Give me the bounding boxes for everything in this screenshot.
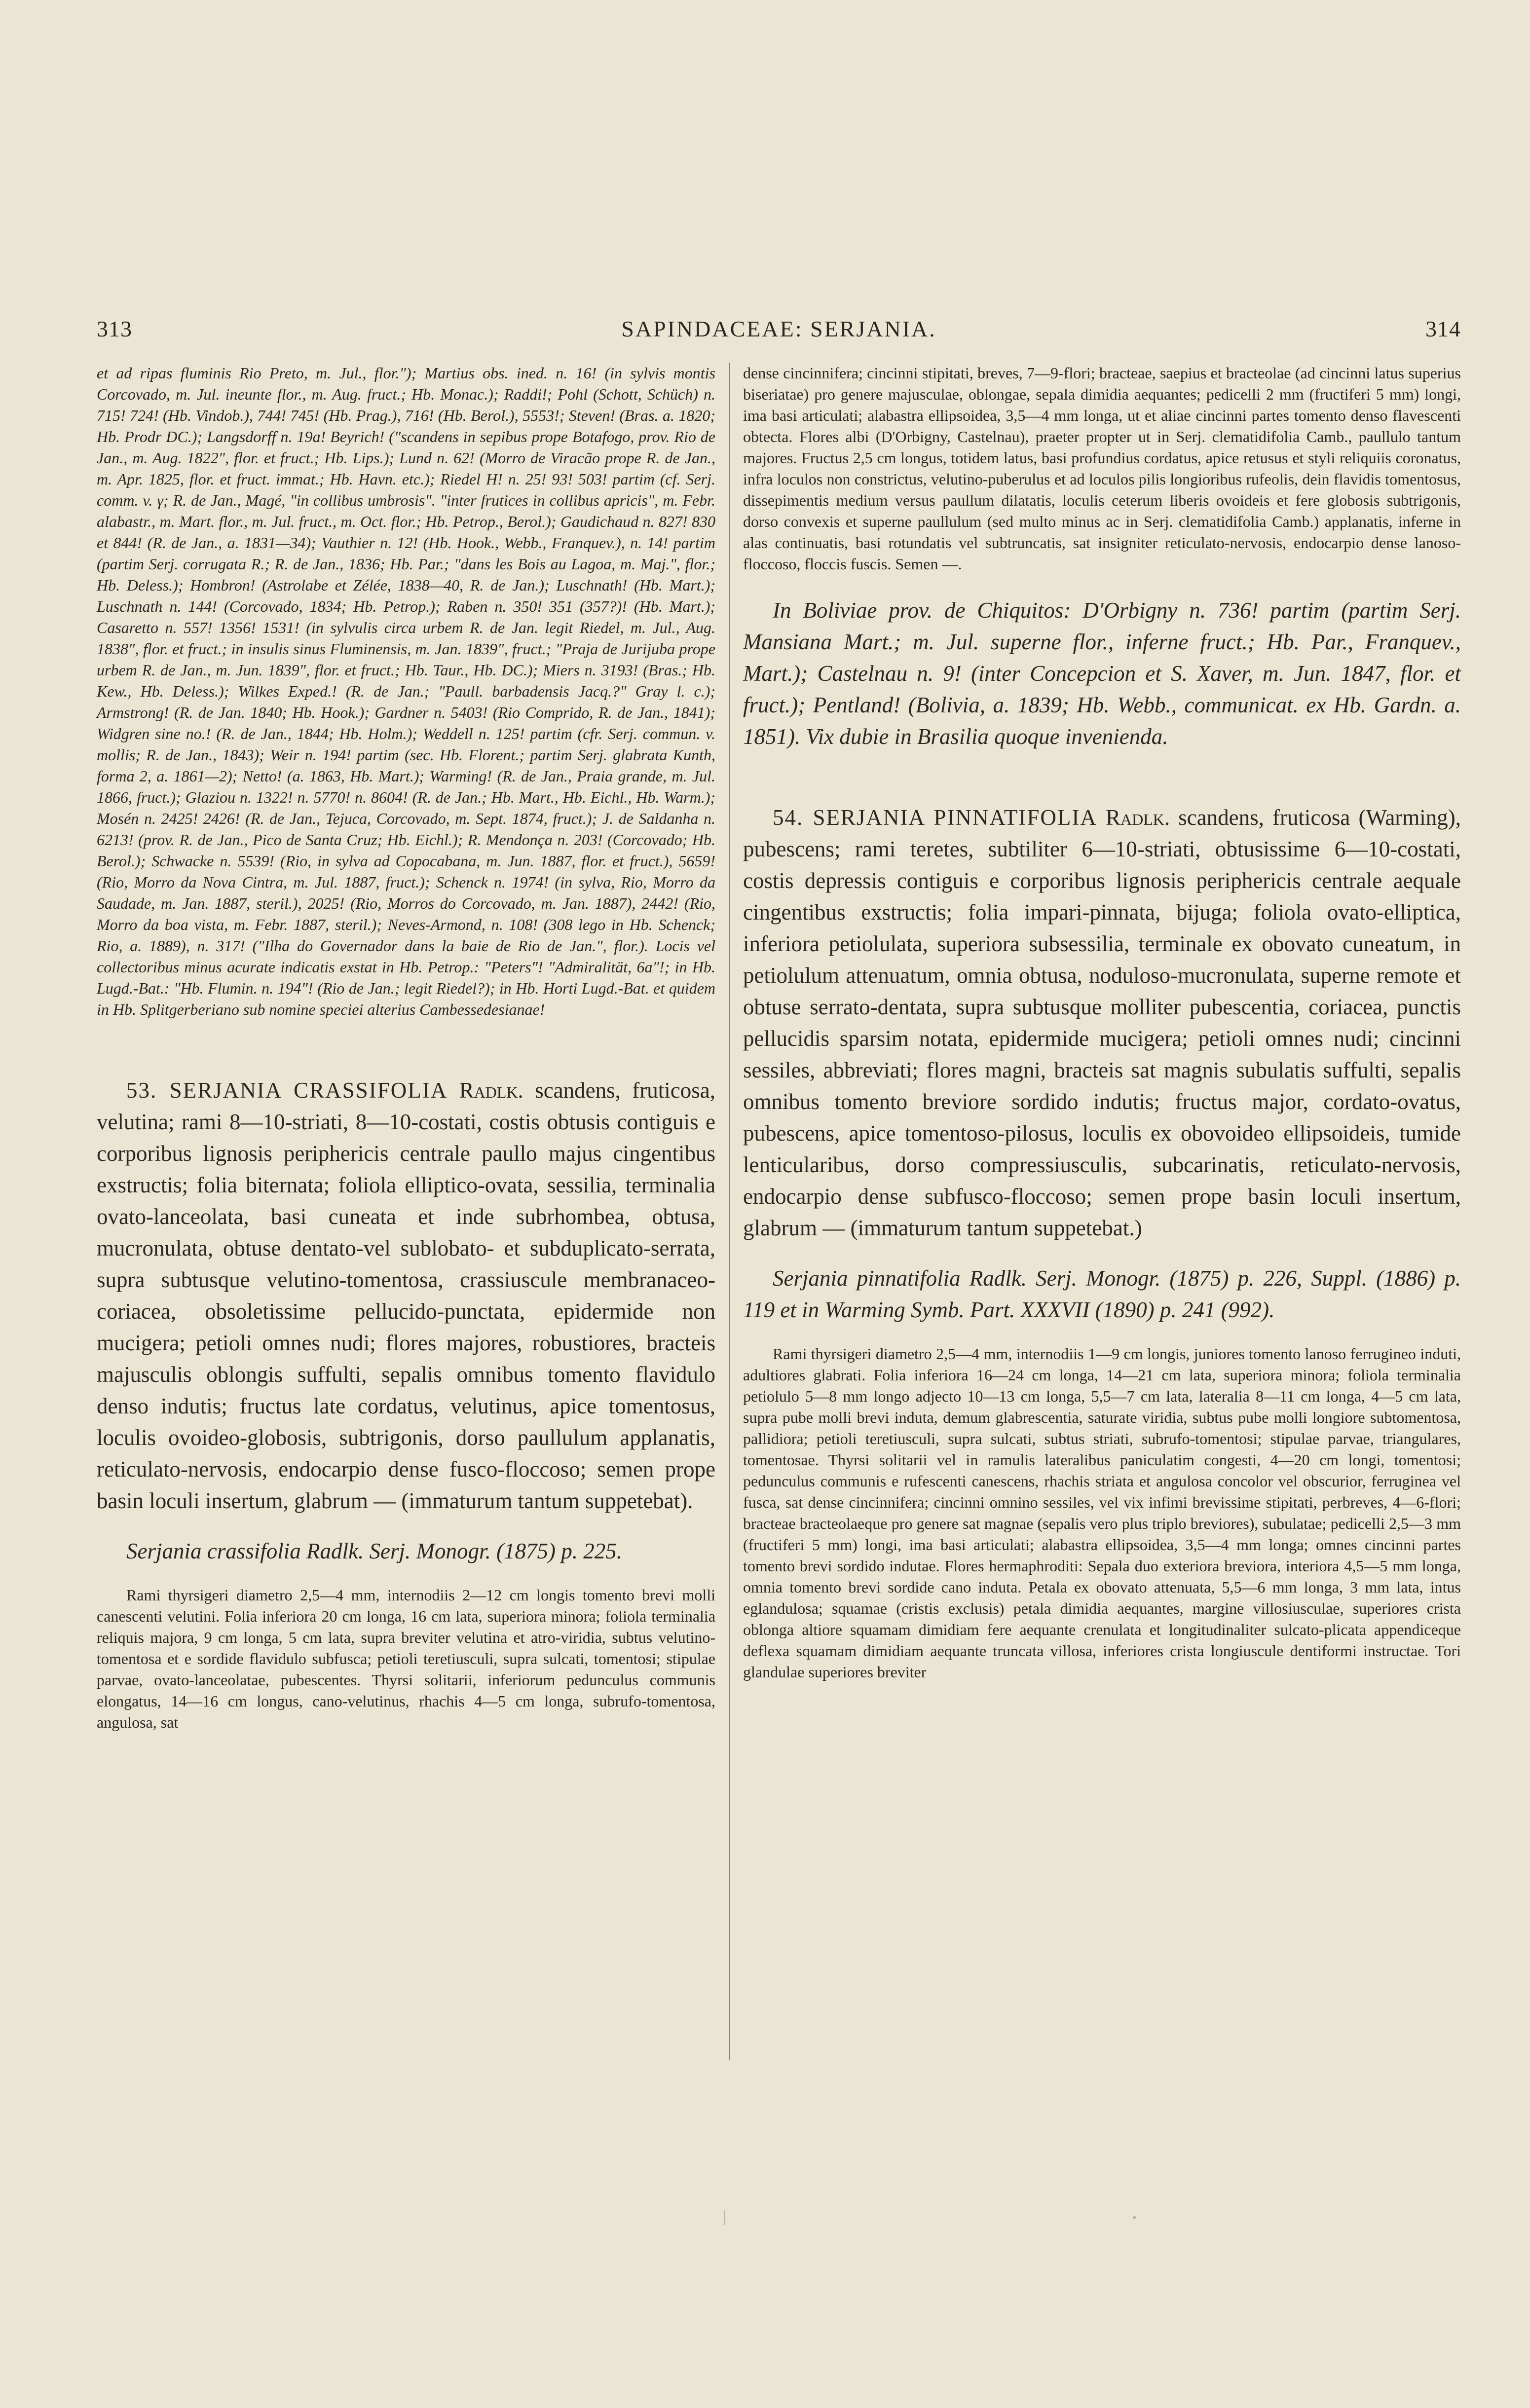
species-53-description-continuation: dense cincinnifera; cincinni stipitati, breves, 7—9-flori; bracteae, saepius et bracteolae (ad cincinni latus superius biseriatae) pro genere majusculae, oblongae, sepala dimidia aequantes; pedicelli 2 mm (fructiferi 5 mm) longi, ima basi articulati; alabastra ellipsoidea, 3,5—4 mm longa, ut et aliae cincinni partes tomento denso flavescenti obtecta. Flores albi (D'Orbigny, Castelnau), praeter propter ut in Serj. clematidifolia Camb., paullulo tantum majores. Fructus 2,5 cm longus, totidem latus, basi profundius cordatus, apice retusus et styli reliquiis coronatus, infra loculos non constrictus, velutino-puberulus et ad loculos pilis longioribus rufeolis, dein flavidis tomentosus, dissepimentis medium versus paullum dilatatis, loculis ceterum liberis ovoideis et fere globosis subtrigonis, dorso convexis et superne paullulum (sed multo minus ac in Serj. clematidifolia Camb.) applanatis, inferne in alas continuatis, basi rotundatis vel subtruncatis, sat insigniter reticulato-nervosis, endocarpio dense lanoso-floccoso, floccis fuscis. Semen —. xyxy=(743,364,1461,573)
paper-speck xyxy=(1133,2216,1136,2219)
species-53-diagnosis: scandens, fruticosa, velutina; rami 8—10-striati, 8—10-costati, costis obtusis contiguis e corporibus lignosis periphericis centrale paullo majus cingentibus exstructis; folia biternata; foliola elliptico-ovata, sessilia, terminalia ovato-lanceolata, basi cuneata et inde subrhombea, obtusa, mucronulata, obtuse dentato-vel sublobato- et subduplicato-serrata, supra subtusque velutino-tomentosa, crassiuscule membranaceo-coriacea, obsoletissime pellucido-punctata, epidermide non mucigera; petioli omnes nudi; flores majores, robustiores, bracteis majusculis oblongis suffulti, sepalis omnibus tomento flavidulo denso indutis; fructus late cordatus, velutinus, apice tomentosus, loculis ovoideo-globosis, subtrigonis, dorso paullulum applanatis, reticulato-nervosis, endocarpio dense fusco-floccoso; semen prope basin loculi insertum, glabrum — (immaturum tantum suppetebat). xyxy=(97,1078,715,1513)
page-number-left: 313 xyxy=(97,316,132,341)
page-header xyxy=(97,316,1461,345)
species-54-citation: Serjania pinnatifolia Radlk. Serj. Monogr. (1875) p. 226, Suppl. (1886) p. 119 et in Warming Symb. Part. XXXVII (1890) p. 241 (992). xyxy=(743,1266,1461,1322)
species-53-localities: In Boliviae prov. de Chiquitos: D'Orbigny n. 736! partim (partim Serj. Mansiana Mart.; m. Jul. superne flor., inferne fruct.; Hb. Par., Franquev., Mart.); Castelnau n. 9! (inter Concepcion et S. Xaver, m. Jun. 1847, flor. et fruct.); Pentland! (Bolivia, a. 1839; Hb. Webb., communicat. ex Hb. Gardn. a. 1851). Vix dubie in Brasilia quoque invenienda. xyxy=(743,598,1461,749)
species-53-description: Rami thyrsigeri diametro 2,5—4 mm, internodiis 2—12 cm longis tomento brevi molli canescenti velutini. Folia inferiora 20 cm longa, 16 cm lata, superiora minora; foliola terminalia reliquis majora, 9 cm longa, 5 cm lata, supra breviter velutina et atro-viridia, subtus velutino-tomentosa et e sordide flavidulo subfusca; petioli teretiusculi, supra sulcati, tomentosi; stipulae parvae, ovato-lanceolatae, pubescentes. Thyrsi solitarii, inferiorum pedunculus communis elongatus, 14—16 cm longus, cano-velutinus, rhachis 4—5 cm longa, subrufo-tomentosa, angulosa, sat xyxy=(97,1586,715,1731)
paper-mark xyxy=(724,2210,725,2225)
species-54-diagnosis-paragraph xyxy=(743,802,1461,1244)
species-53-diagnosis-paragraph xyxy=(97,1074,715,1517)
page-number-right: 314 xyxy=(1425,316,1461,341)
column-divider xyxy=(729,363,730,2060)
species-53-heading: 53. SERJANIA CRASSIFOLIA xyxy=(126,1078,448,1103)
species-53-citation: Serjania crassifolia Radlk. Serj. Monogr. (1875) p. 225. xyxy=(126,1539,622,1563)
species-54-diagnosis: scandens, fruticosa (Warming), pubescens; rami teretes, subtiliter 6—10-striati, obtusissime 6—10-costati, costis depressis contiguis e corporibus lignosis periphericis centrale aequale cingentibus exstructis; folia impari-pinnata, bijuga; foliola ovato-elliptica, inferiora petiolulata, superiora subsessilia, terminale ex obovato cuneatum, in petiolulum attenuatum, omnia obtusa, noduloso-mucronulata, superne remote et obtuse serrato-dentata, supra subtusque molliter pubescentia, coriacea, punctis pellucidis sparsim notata, epidermide mucigera; petioli omnes nudi; cincinni sessiles, abbreviati; flores magni, bracteis sat magnis subulatis suffulti, sepalis omnibus tomento breviore sordido indutis; fructus major, cordato-ovatus, pubescens, apice tomentoso-pilosus, loculis ex obovoideo ellipsoideis, tumide lenticularibus, dorso compressiusculis, subcarinatis, reticulato-nervosis, endocarpio dense subfusco-floccoso; semen prope basin loculi insertum, glabrum — (immaturum tantum suppetebat.) xyxy=(743,805,1461,1240)
left-column xyxy=(97,363,715,1733)
species-54-author: Radlk. xyxy=(1105,805,1170,830)
specimen-list-continuation: et ad ripas fluminis Rio Preto, m. Jul., flor."); Martius obs. ined. n. 16! (in sylvis montis Corcovado, m. Jul. ineunte flor., m. Aug. fruct.; Hb. Monac.); Raddi!; Pohl (Schott, Schüch) n. 715! 724! (Hb. Vindob.), 744! 745! (Hb. Prag.), 716! (Hb. Berol.), 5553!; Steven! (Bras. a. 1820; Hb. Prodr DC.); Langsdorff n. 19a! Beyrich! ("scandens in sepibus prope Botafogo, prov. Rio de Jan., m. Aug. 1822", flor. et fruct.; Hb. Lips.); Lund n. 62! (Morro de Viracão prope R. de Jan., m. Apr. 1825, flor. et fruct. immat.; Hb. Havn. etc.); Riedel H! n. 25! 93! 503! partim (cf. Serj. comm. v. γ; R. de Jan., Magé, "in collibus umbrosis". "inter frutices in collibus apricis", m. Febr. alabastr., m. Mart. flor., m. Jul. fruct., m. Oct. flor.; Hb. Petrop., Berol.); Gaudichaud n. 827! 830 et 844! (R. de Jan., a. 1831—34); Vauthier n. 12! (Hb. Hook., Webb., Franquev.), n. 14! partim (partim Serj. corrugata R.; R. de Jan., 1836; Hb. Par.; "dans les Bois au Lagoa, m. Maj.", flor.; Hb. Deless.); Hombron! (Astrolabe et Zélée, 1838—40, R. de Jan.); Luschnath! (Hb. Mart.); Luschnath n. 144! (Corcovado, 1834; Hb. Petrop.); Raben n. 350! 351 (357?)! (Hb. Mart.); Casaretto n. 557! 1356! 1531! (in sylvulis circa urbem R. de Jan. legit Riedel, m. Jul., Aug. 1838", flor. et fruct.; in insulis sinus Fluminensis, m. Jan. 1839", fruct.; "Praja de Jurijuba prope urbem R. de Jan., m. Jun. 1839", flor. et fruct.; Hb. Taur., Hb. DC.); Miers n. 3193! (Bras.; Hb. Kew., Hb. Deless.); Wilkes Exped.! (R. de Jan.; "Paull. barbadensis Jacq.?" Gray l. c.); Armstrong! (R. de Jan. 1840; Hb. Hook.); Gardner n. 5403! (Rio Comprido, R. de Jan., 1841); Widgren sine no.! (R. de Jan., 1844; Hb. Holm.); Weddell n. 125! partim (cfr. Serj. commun. v. mollis; R. de Jan., 1843); Weir n. 194! partim (sec. Hb. Florent.; partim Serj. glabrata Kunth, forma 2, a. 1861—2); Netto! (a. 1863, Hb. Mart.); Warming! (R. de Jan., Praia grande, m. Jul. 1866, fruct.); Glaziou n. 1322! n. 5770! n. 8604! (R. de Jan.; Hb. Mart., Hb. Eichl., Hb. Warm.); Mosén n. 2425! 2426! (R. de Jan., Tejuca, Corcovado, m. Sept. 1874, fruct.); J. de Saldanha n. 6213! (prov. R. de Jan., Pico de Santa Cruz; Hb. Eichl.); R. Mendonça n. 203! (Corcovado; Hb. Berol.); Schwacke n. 5539! (Rio, in sylva ad Copocabana, m. Jun. 1887, flor. et fruct.), 5659! (Rio, Morro da Nova Cintra, m. Jul. 1887, fruct.); Schenck n. 1974! (in sylva, Rio, Morro da Saudade, m. Jan. 1887, steril.), 2025! (Rio, Morros do Corcovado, m. Jan. 1887), 2442! (Rio, Morro da boa vista, m. Febr. 1887, steril.); Neves-Armond, n. 108! (308 lego in Hb. Schenck; Rio, a. 1889), n. 317! ("Ilha do Governador dans la baie de Rio de Jan.", flor.). Locis vel collectoribus minus acurate indicatis exstat in Hb. Petrop.: "Peters"! "Admiralität, 6a"!; in Hb. Lugd.-Bat.: "Hb. Flumin. n. 194"! (Rio de Jan.; legit Riedel?); in Hb. Horti Lugd.-Bat. et quidem in Hb. Splitgerberiano sub nomine speciei alterius Cambessedesianae! xyxy=(97,364,715,1018)
species-53-author: Radlk. xyxy=(459,1078,523,1103)
species-54-heading: 54. SERJANIA PINNATIFOLIA xyxy=(773,805,1097,830)
species-54-description: Rami thyrsigeri diametro 2,5—4 mm, internodiis 1—9 cm longis, juniores tomento lanoso ferrugineo induti, adultiores glabrati. Folia inferiora 16—24 cm longa, 14—21 cm lata, superiora minora; foliola terminalia petiolulo 5—8 mm longo adjecto 10—13 cm longa, 5,5—7 cm lata, lateralia 8—11 cm longa, 4—5 cm lata, supra pube molli brevi induta, demum glabrescentia, saturate viridia, subtus pube molli longiore subtomentosa, pallidiora; petioli teretiusculi, supra sulcati, subtus striati, subrufo-tomentosi; stipulae parvae, triangulares, tomentosae. Thyrsi solitarii vel in ramulis lateralibus paniculatim congesti, 4—20 cm longi, tomentosi; pedunculus communis e rufescenti canescens, rhachis striata et angulosa concolor vel obscurior, ferruginea vel fusca, sat dense cincinnifera; cincinni omnino sessiles, vel vix infimi brevissime stipitati, perbreves, 4—6-flori; bracteae bracteolaeque pro genere sat magnae (sepalis vero plus triplo breviores), subulatae; pedicelli 2,5—3 mm (fructiferi 5 mm) longi, ima basi articulati; alabastra ellipsoidea, 3,5—4 mm longa; omnes cincinni partes tomento brevi sordido indutae. Flores hermaphroditi: Sepala duo exteriora breviora, interiora 4,5—5 mm longa, omnia tomento brevi sordide cano induta. Petala ex obovato attenuata, 5,5—6 mm longa, 3 mm lata, intus eglandulosa; squamae (cristis exclusis) petala dimidia aequantes, margine villosiusculae, superiores crista oblonga altiore squamam dimidiam fere aequante crenulata et longitudinaliter sulcato-plicata appendiceque deflexa squamam dimidiam aequante truncata villosa, inferiores crista longiuscule dentiformi instructae. Tori glandulae superiores breviter xyxy=(743,1345,1461,1681)
running-head: SAPINDACEAE: SERJANIA. xyxy=(621,316,936,341)
right-column xyxy=(743,363,1461,1683)
